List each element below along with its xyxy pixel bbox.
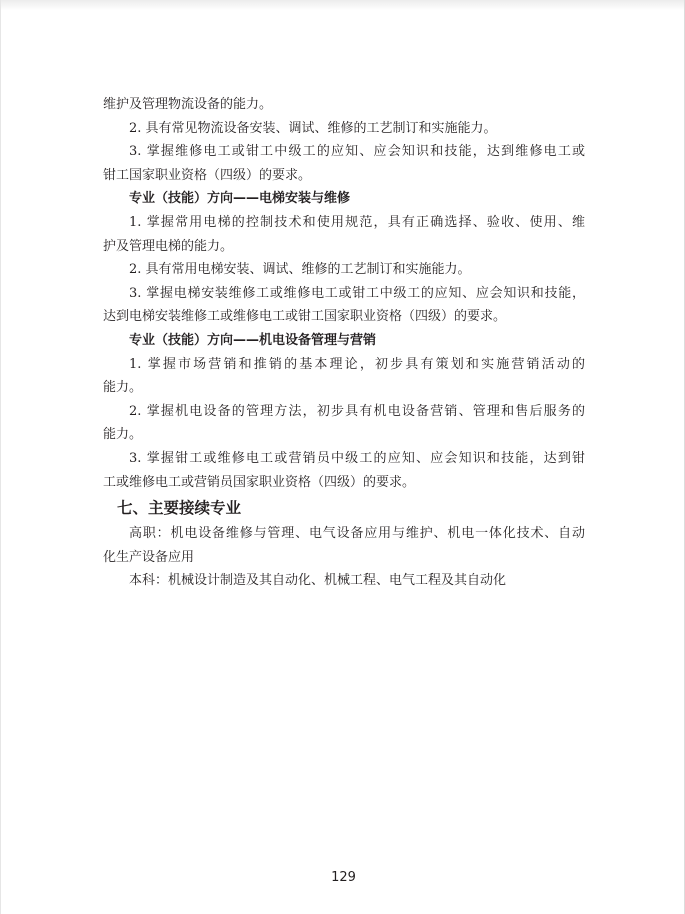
section-subheading: 专业（技能）方向——电梯安装与维修 (129, 191, 351, 207)
list-item-2: 2. 具有常见物流设备安装、调试、维修的工艺制订和实施能力。 (129, 120, 497, 136)
section-subheading: 专业（技能）方向——机电设备管理与营销 (129, 332, 377, 348)
paragraph-line: 能力。 (103, 427, 143, 443)
paragraph-line: 本科：机械设计制造及其自动化、机械工程、电气工程及其自动化 (129, 573, 507, 589)
paragraph-line: 化生产设备应用 (103, 549, 195, 565)
list-item-3: 3. 掌握钳工或维修电工或营销员中级工的应知、应会知识和技能，达到钳 (129, 450, 585, 466)
paragraph-line: 高职：机电设备维修与管理、电气设备应用与维护、机电一体化技术、自动 (129, 526, 585, 542)
page-body (103, 93, 585, 593)
paragraph-line: 工或维修电工或营销员国家职业资格（四级）的要求。 (103, 474, 416, 490)
paragraph-line: 护及管理电梯的能力。 (103, 238, 234, 254)
section-heading: 七、主要接续专业 (117, 499, 242, 518)
list-item-3: 3. 掌握维修电工或钳工中级工的应知、应会知识和技能，达到维修电工或 (129, 144, 585, 160)
paragraph-line: 能力。 (103, 380, 143, 396)
list-item-3: 3. 掌握电梯安装维修工或维修电工或钳工中级工的应知、应会知识和技能， (129, 285, 585, 301)
paragraph-line: 钳工国家职业资格（四级）的要求。 (103, 167, 312, 183)
list-item-2: 2. 掌握机电设备的管理方法，初步具有机电设备营销、管理和售后服务的 (129, 403, 585, 419)
paragraph-line: 维护及管理物流设备的能力。 (103, 97, 273, 112)
list-item-2: 2. 具有常用电梯安装、调试、维修的工艺制订和实施能力。 (129, 262, 471, 278)
list-item-1: 1. 掌握常用电梯的控制技术和使用规范，具有正确选择、验收、使用、维 (129, 214, 585, 230)
paragraph-line: 达到电梯安装维修工或维修电工或钳工国家职业资格（四级）的要求。 (103, 309, 507, 325)
list-item-1: 1. 掌握市场营销和推销的基本理论，初步具有策划和实施营销活动的 (129, 356, 585, 372)
page-number: 129 (331, 870, 356, 885)
